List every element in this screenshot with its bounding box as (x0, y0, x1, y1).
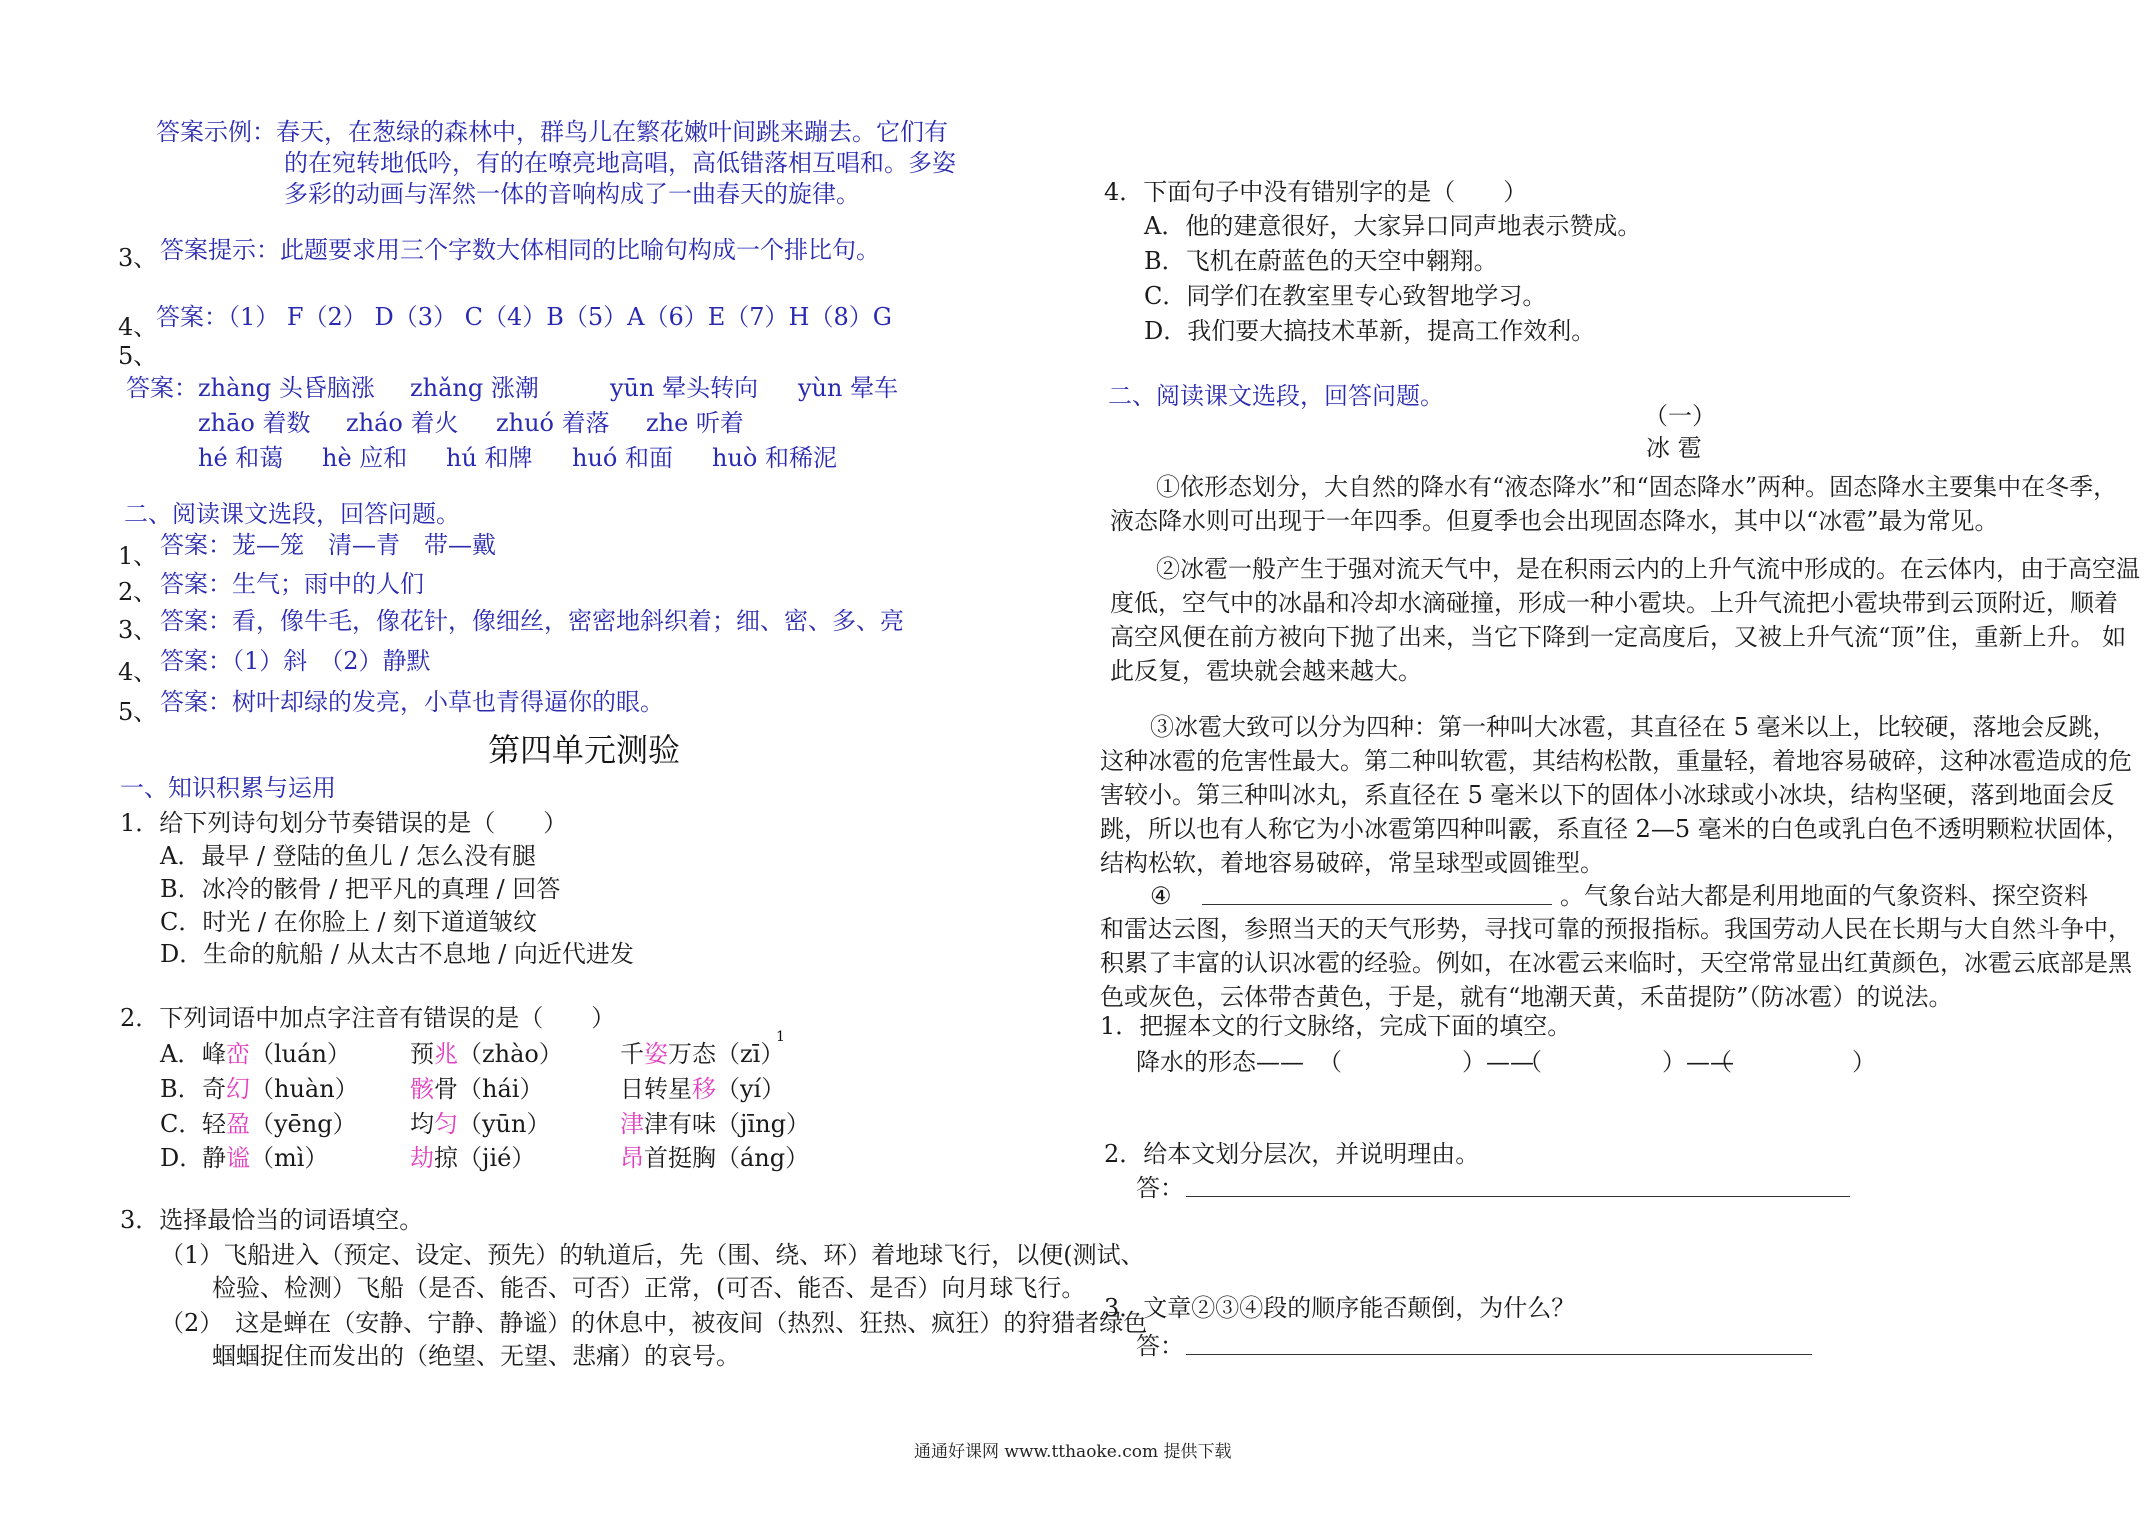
option: A．他的建意很好，大家异口同声地表示赞成。 (1144, 212, 1642, 240)
pinyin-item: zhe 听着 (646, 409, 744, 437)
option-label: D． (160, 1144, 204, 1172)
reading-question-1: 1．把握本文的行文脉络，完成下面的填空。 (1100, 1012, 1572, 1040)
answer-text: 答案：生气；雨中的人们 (160, 570, 424, 598)
pinyin-item: hè 应和 (322, 444, 408, 472)
fill-blank: （ ）—— (1518, 1048, 1734, 1076)
answer-num: 4、 (118, 658, 158, 686)
pinyin-item: hú 和牌 (446, 444, 533, 472)
paragraph-2: ②冰雹一般产生于强对流天气中，是在积雨云内的上升气流中形成的。在云体内，由于高空温度低，空气中的冰晶和冷却水滴碰撞，形成一种小雹块。上升气流把小雹块带到云顶附近，顺着高空风便在前方被向下抛了出来，当它下降到一定高度后，又被上升气流“顶”住，重新上升。 如此反复，雹块就会越来越大。 (1110, 555, 2140, 685)
option: B．飞机在蔚蓝色的天空中翱翔。 (1144, 247, 1498, 275)
q3-part2-line1: （2） 这是蝉在（安静、宁静、静谧）的休息中，被夜间（热烈、狂热、疯狂）的狩猎者绿色 (160, 1309, 1148, 1337)
footer-text: 通通好课网 www.tthaoke.com 提供下载 (914, 1442, 1232, 1462)
answer-example-line3: 多彩的动画与浑然一体的音响构成了一曲春天的旋律。 (284, 180, 860, 208)
option: A．最早 / 登陆的鱼儿 / 怎么没有腿 (160, 842, 537, 870)
q3-part1-line1: （1）飞船进入（预定、设定、预先）的轨道后，先（围、绕、环）着地球飞行，以便(测试、 (160, 1241, 1145, 1269)
pinyin-item: zháo 着火 (346, 409, 459, 437)
unit-title: 第四单元测验 (488, 731, 681, 769)
paragraph-3: ③冰雹大致可以分为四种：第一种叫大冰雹，其直径在 5 毫米以上，比较硬，落地会反跳，这种冰雹的危害性最大。第二种叫软雹，其结构松散，重量轻，着地容易破碎，这种冰雹造成的危害较小。第三种叫冰丸，系直径在 5 毫米以下的固体小冰球或小冰块，结构坚硬，落到地面会反跳，所以也有人称它为小冰雹第四种叫霰，系直径 2—5 毫米的白色或乳白色不透明颗粒状固体，结构松软，着地容易破碎，常呈球型或圆锥型。 (1100, 713, 2132, 877)
paragraph-4-rest: 和雷达云图，参照当天的天气形势，寻找可靠的预报指标。我国劳动人民在长期与大自然斗争中，积累了丰富的认识冰雹的经验。例如，在冰雹云来临时，天空常常显出红黄颜色，冰雹云底部是黑色或灰色，云体带杏黄色，于是，就有“地潮天黄，禾苗提防”（防冰雹）的说法。 (1100, 915, 2132, 1011)
fill-blank: （ ）—— (1318, 1048, 1534, 1076)
question-stem: 2．下列词语中加点字注音有错误的是（ ） (120, 1004, 616, 1032)
word-3: 津津有味（jīng） (620, 1110, 810, 1138)
word-1: 静谧（mì） (202, 1144, 329, 1172)
passage-title: 冰 雹 (1646, 434, 1702, 462)
fill-blank-line (1202, 904, 1552, 905)
option-label: B． (160, 1075, 202, 1103)
question-stem: 3．选择最恰当的词语填空。 (120, 1206, 424, 1234)
answer-example-line1: 答案示例：春天，在葱绿的森林中，群鸟儿在繁花嫩叶间跳来蹦去。它们有 (156, 118, 948, 146)
word-2: 预兆（zhào） (410, 1040, 563, 1068)
answer-num: 1、 (118, 542, 158, 570)
pinyin-item: zhǎng 涨潮 (410, 374, 539, 402)
q3-part1-line2: 检验、检测）飞船（是否、能否、可否）正常，(可否、能否、是否）向月球飞行。 (212, 1274, 1086, 1302)
answer-3-num: 3、 (118, 244, 158, 272)
q3-part2-line2: 蝈蝈捉住而发出的（绝望、无望、悲痛）的哀号。 (212, 1342, 740, 1370)
pinyin-item: 答案：zhàng 头昏脑涨 (126, 374, 375, 402)
pinyin-item: hé 和蔼 (198, 444, 284, 472)
paragraph-4-after-blank: 。气象台站大都是利用地面的气象资料、探空资料 (1560, 882, 2088, 910)
option: C．同学们在教室里专心致智地学习。 (1144, 282, 1547, 310)
word-1: 峰峦（luán） (202, 1040, 351, 1068)
option-label: A． (160, 1040, 202, 1068)
word-2: 均匀（yūn） (410, 1110, 551, 1138)
word-3: 千姿万态（zī） (620, 1040, 785, 1068)
answer-text: 答案：（1）斜 （2）静默 (160, 647, 431, 675)
pinyin-item: yùn 晕车 (798, 374, 899, 402)
section1-title: 一、知识积累与运用 (120, 774, 336, 802)
word-2: 骸骨（hái） (410, 1075, 544, 1103)
paragraph-1: ①依形态划分，大自然的降水有“液态降水”和“固态降水”两种。固态降水主要集中在冬季，液态降水则可出现于一年四季。但夏季也会出现固态降水，其中以“冰雹”最为常见。 (1110, 473, 2118, 535)
option: C．时光 / 在你脸上 / 刻下道道皱纹 (160, 908, 538, 936)
fill-blank: （ ） (1708, 1048, 1876, 1076)
answer-text: 答案：树叶却绿的发亮，小草也青得逼你的眼。 (160, 688, 664, 716)
answer-5-num: 5、 (118, 342, 158, 370)
answer-text: 答案：看，像牛毛，像花针，像细丝，密密地斜织着；细、密、多、亮 (160, 607, 904, 635)
question-stem: 4．下面句子中没有错别字的是（ ） (1104, 178, 1528, 206)
option-label: C． (160, 1110, 203, 1138)
fill-label: 降水的形态—— (1136, 1048, 1304, 1076)
answer-text: 答案：茏—笼 清—青 带—戴 (160, 531, 496, 559)
question-stem: 1．给下列诗句划分节奏错误的是（ ） (120, 809, 568, 837)
option: D．我们要大搞技术革新，提高工作效利。 (1144, 317, 1596, 345)
word-3: 昂首挺胸（áng） (620, 1144, 810, 1172)
option: D．生命的航船 / 从太古不息地 / 向近代进发 (160, 940, 634, 968)
passage-number: （一） (1644, 402, 1716, 430)
left-section2-title: 二、阅读课文选段，回答问题。 (124, 500, 460, 528)
reading-question-2: 2．给本文划分层次，并说明理由。 (1104, 1140, 1480, 1168)
answer-label: 答： (1136, 1174, 1184, 1202)
word-2: 劫掠（jié） (410, 1144, 536, 1172)
pinyin-item: zhāo 着数 (198, 409, 311, 437)
answer-line (1186, 1354, 1812, 1355)
answer-3-text: 答案提示：此题要求用三个字数大体相同的比喻句构成一个排比句。 (160, 236, 880, 264)
reading-question-3: 3．文章②③④段的顺序能否颠倒，为什么？ (1104, 1294, 1576, 1322)
word-1: 奇幻（huàn） (202, 1075, 359, 1103)
corner-mark: 1 (776, 1029, 785, 1045)
answer-example-line2: 的在宛转地低吟，有的在嘹亮地高唱，高低错落相互唱和。多姿 (284, 149, 956, 177)
answer-label: 答： (1136, 1332, 1184, 1360)
answer-num: 2、 (118, 578, 158, 606)
option: B．冰冷的骸骨 / 把平凡的真理 / 回答 (160, 875, 561, 903)
answer-num: 5、 (118, 698, 158, 726)
answer-num: 3、 (118, 616, 158, 644)
pinyin-item: huó 和面 (572, 444, 673, 472)
paragraph-4-number: ④ (1150, 882, 1172, 910)
word-3: 日转星移（yí） (620, 1075, 786, 1103)
word-1: 轻盈（yēng） (202, 1110, 357, 1138)
answer-line (1186, 1196, 1850, 1197)
pinyin-item: yūn 晕头转向 (610, 374, 759, 402)
answer-4-num: 4、 (118, 313, 158, 341)
answer-4-text: 答案：（1） F（2） D（3） C（4）B（5）A（6）E（7）H（8）G (156, 303, 892, 331)
pinyin-item: huò 和稀泥 (712, 444, 837, 472)
pinyin-item: zhuó 着落 (496, 409, 610, 437)
right-section2-title: 二、阅读课文选段，回答问题。 (1108, 382, 1444, 410)
